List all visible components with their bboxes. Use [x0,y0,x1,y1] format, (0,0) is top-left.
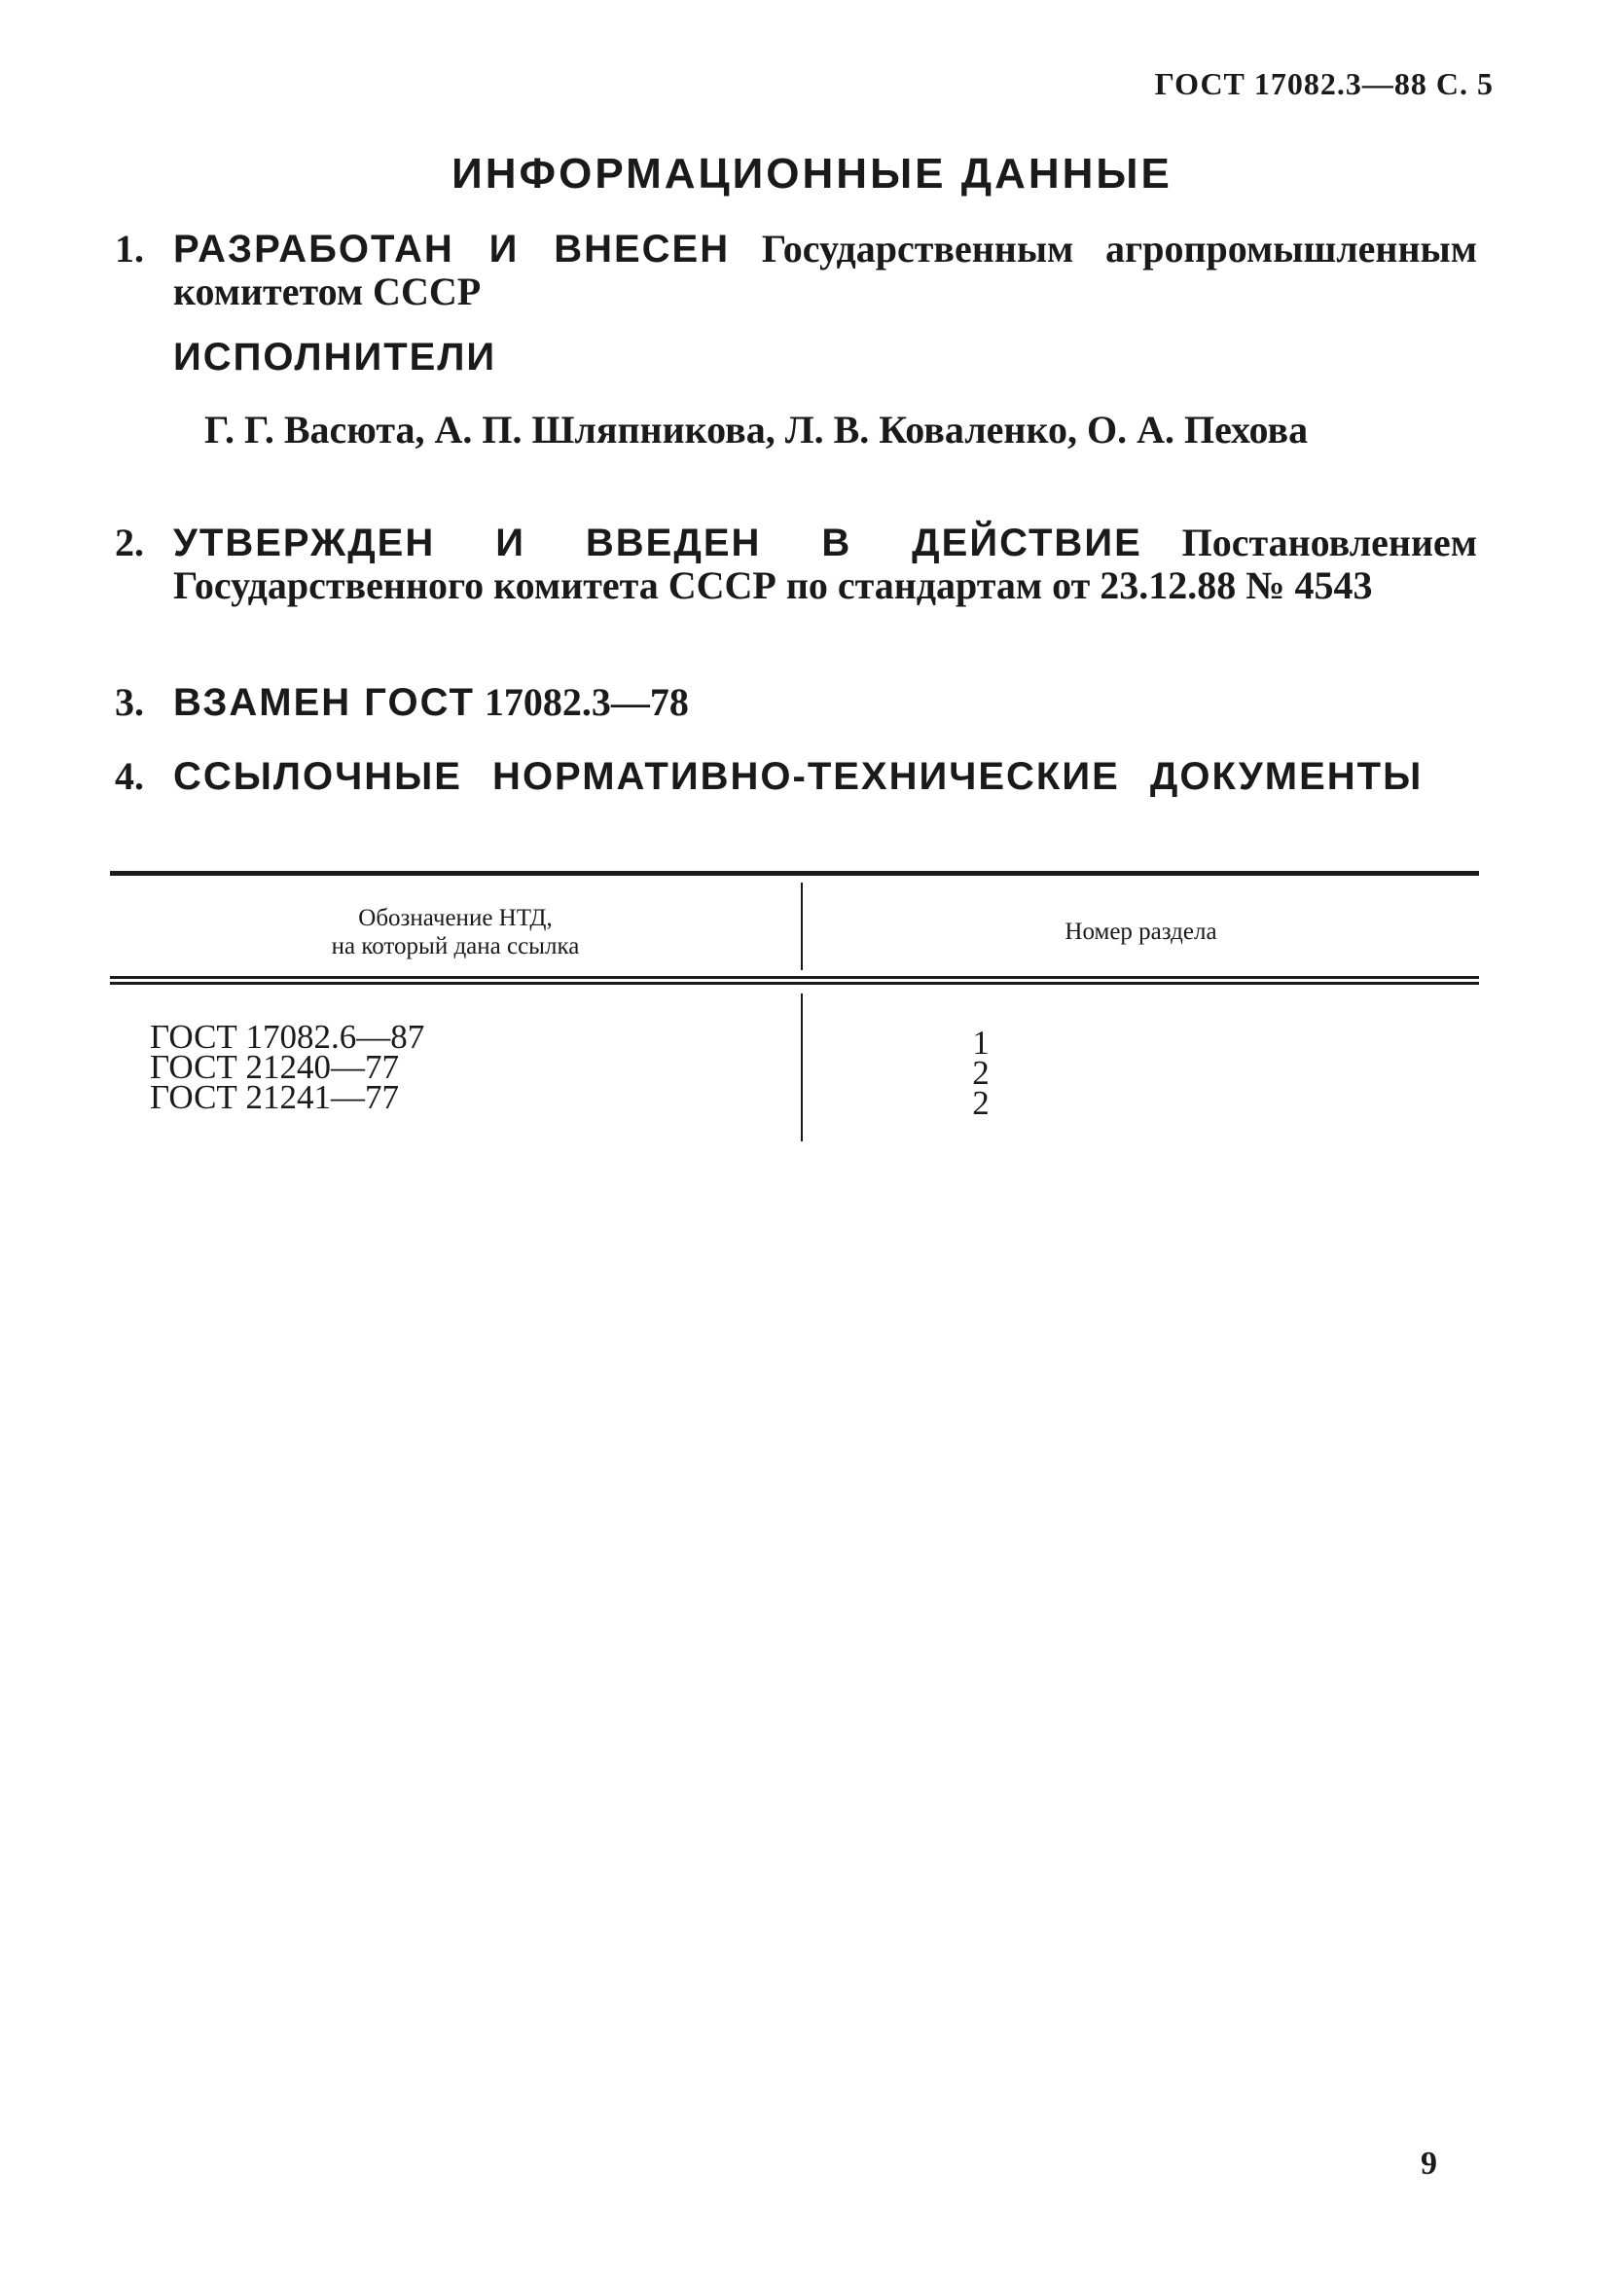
item-text: 17082.3—78 [484,680,689,724]
table-row-ref: ГОСТ 21240—77 [150,1048,400,1086]
header-ref-designation [110,904,801,960]
item-lead: УТВЕРЖДЕН И ВВЕДЕН В ДЕЙСТВИЕ [173,522,1142,564]
table-row-section: 2 [972,1054,990,1092]
body-column-divider [801,993,803,1141]
header-ref-line-2: на который дана ссылка [331,933,580,959]
info-item-1 [115,228,1477,313]
page-title: ИНФОРМАЦИОННЫЕ ДАННЫЕ [451,150,1173,198]
item-lead: ССЫЛОЧНЫЕ НОРМАТИВНО-ТЕХНИЧЕСКИЕ ДОКУМЕНТЫ [173,755,1424,798]
table-header-rule [110,976,1479,985]
table-row-section: 1 [972,1024,990,1062]
table-top-rule [110,871,1479,876]
info-item-3 [115,681,1477,724]
info-item-2 [115,522,1477,607]
header-section-number: Номер раздела [1065,919,1217,945]
table-row-section: 2 [972,1084,990,1122]
item-text: Постановлением Государственного комитета СССР по стандартам от 23.12.88 № 4543 [173,521,1478,607]
executors-names: Г. Г. Васюта, А. П. Шляпникова, Л. В. Коваленко, О. А. Пехова [204,408,1309,452]
item-number: 1. [115,227,144,271]
item-number: 3. [115,680,144,724]
running-head: ГОСТ 17082.3—88 С. 5 [1154,66,1494,101]
info-item-4 [115,755,1477,798]
item-lead: РАЗРАБОТАН И ВНЕСЕН [173,228,731,271]
item-number: 4. [115,754,144,798]
item-lead: ВЗАМЕН ГОСТ [173,681,475,724]
item-number: 2. [115,521,144,564]
header-ref-line-1: Обозначение НТД, [358,905,553,931]
executors-heading: ИСПОЛНИТЕЛИ [173,336,497,379]
table-row-ref: ГОСТ 17082.6—87 [150,1018,425,1056]
page-number: 9 [1421,2146,1437,2182]
table-row-ref: ГОСТ 21241—77 [150,1078,400,1116]
item-text: Государственным агропромышленным комитетом СССР [173,227,1477,313]
